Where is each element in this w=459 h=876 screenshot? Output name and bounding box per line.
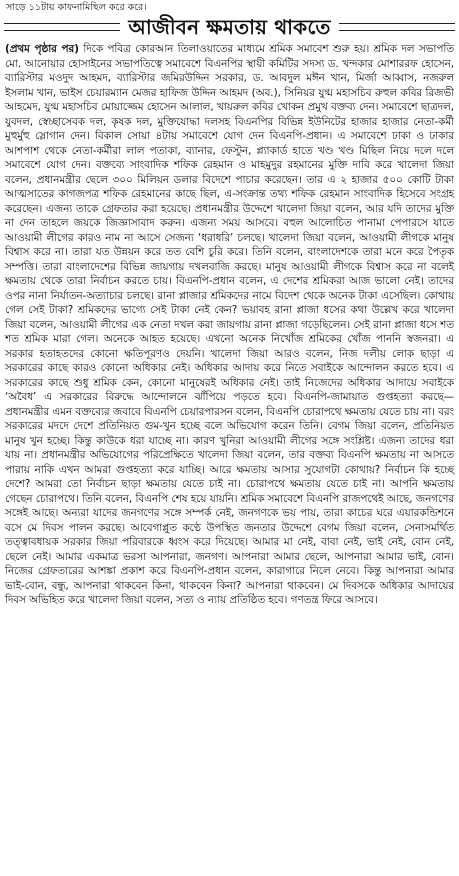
headline-rule-right [339,23,455,31]
article-text: দিকে পবিত্র কোরআন তিলাওয়াতের মাধ্যমে শ্রমিক সমাবেশ শুরু হয়। শ্রমিক দল সভাপতি মো. আনোয়ার হোসাইনের সভাপতিত্বে সমাবেশে বিএনপির স্থায়ী কমিটির সদস্য ড. খন্দকার মোশাররফ হোসেন, ব্যারিস্টার মওদুদ আহমদ, ব্যারিস্টার জমিরউদ্দিন সরকার, ড. আবদুল মঈন খান, মির্জা আব্বাস, নজরুল ইসলাম খান, ভাইস চেয়ারম্যান মেজর হাফিজ উদ্দিন আহমদ (অব.), সিনিয়র যুগ্ম মহাসচিব রুহুল কবির রিজভী আহমেদ, যুগ্ম মহাসচিব মোয়াজ্জেম হোসেন আলাল, খায়রুল কবির খোকন প্রমুখ বক্তব্য দেন। সমাবেশে ছাত্রদল, যুবদল, স্বেচ্ছাসেবক দল, কৃষক দল, মুক্তিযোদ্ধা দলসহ বিএনপির বিভিন্ন ইউনিটের হাজার হাজার নেতা-কর্মী মুহুর্মুহু স্লোগান দেন। বিকাল সোয়া ৪টায় সমাবেশে যোগ দেন বিএনপি-প্রধান। এ সমাবেশে ঢাকা ও ঢাকার আশপাশ থেকে নেতা-কর্মীরা লাল পতাকা, ব্যানার, ফেস্টুন, প্ল্যাকার্ড হাতে খণ্ড খণ্ড মিছিল নিয়ে দলে দলে সমাবেশে যোগ দেন। বক্তব্যে সাংবাদিক শফিক রেহমান ও মাহমুদুর রহমানের মুক্তি দাবি করে খালেদা জিয়া বলেন, প্রধানমন্ত্রীর ছেলে ৩০০ মিলিয়ন ডলার বিদেশে পাচার করেছেন। তার এ ২ হাজার ৫০০ কোটি টাকা আত্মসাতের কাগজপত্র শফিক রেহমানের কাছে ছিল, এ-সংক্রান্ত তথ্য শফিক রেহমান সাংবাদিক হিসেবে সংগ্রহ করেছেন। এজন্য তাকে গ্রেফতার করা হয়েছে। প্রধানমন্ত্রীর উদ্দেশে খালেদা জিয়া বলেন, আর যদি তাদের মুক্তি না দেন তাহলে জয়কে জিজ্ঞাসাবাদ করুন। এজন্য সময় আসবে। বহুল আলোচিত পানামা পেপারসে যাতে আওয়ামী লীগের কারও নাম না আসে সেজন্য ‘ধরাধরি’ চলছে। খালেদা জিয়া বলেন, আওয়ামী লীগকে মানুষ বিশ্বাস করে না। তারা যত উন্নয়ন করে তত বেশি চুরি করে। তিনি বলেন, বাংলাদেশকে তারা মনে করে পৈতৃক সম্পত্তি। তারা বাংলাদেশের বিভিন্ন জায়গায় দখলবাজি করছে। মানুষ আওয়ামী লীগকে বিশ্বাস করে না বলেই ক্ষমতায় থেকে তারা নির্বাচন করতে চায়। বিএনপি-প্রধান বলেন, এ দেশের শ্রমিকরা আজ ভালো নেই। তাদের ওপর নানা নির্যাতন-অত্যাচার চলছে। রানা প্লাজার শ্রমিকদের নামে বিদেশ থেকে অনেক টাকা এসেছিল। কোথায় গেল সেই টাকা? শ্রমিকদের ভাগ্যে সেই টাকা নেই কেন? ভয়াবহ রানা প্লাজা ধসের কথা উল্লেখ করে খালেদা জিয়া বলেন, আওয়ামী লীগের এক নেতা দখল করা জায়গায় রানা প্লাজা গড়েছিলেন। সেই রানা প্লাজা ধসে শত শত শ্রমিক মারা গেল। অনেকে আহত হয়েছে। এখনো অনেক নিখোঁজ শ্রমিকের খোঁজ পাননি স্বজনরা। এ সরকার হতাহতদের কোনো ক্ষতিপূরণও দেয়নি। খালেদা জিয়া আরও বলেন, নিজ দলীয় লোক ছাড়া এ সরকারের কাছে কারও কোনো অধিকার নেই। অধিকার আদায় করে নিতে সবাইকে আন্দোলন করতে হবে। এ সরকারের কাছে শুধু শ্রমিক কেন, কোনো মানুষেরই অধিকার নেই। তাই নিজেদের অধিকার আদায়ে সবাইকে ‘অবৈধ’ এ সরকারের বিরুদ্ধে আন্দোলনে ঝাঁপিয়ে পড়তে হবে। বিএনপি-জামায়াত গুপ্তহত্যা করছে— প্রধানমন্ত্রীর এমন বক্তব্যের জবাবে বিএনপি চেয়ারপারসন বলেন, বিএনপি চোরাপথে ক্ষমতায় যেতে চায় না। বরং সরকারের মদদে দেশে প্রতিনিয়ত গুম-খুন হচ্ছে বলে অভিযোগ করেন তিনি। বেগম জিয়া বলেন, প্রতিনিয়ত মানুষ খুন হচ্ছে। কিন্তু কাউকে ধরা যাচ্ছে না। কারণ খুনিরা আওয়ামী লীগের সঙ্গে সংশ্লিষ্ট। এজন্য তাদের ধরা যায় না। প্রধানমন্ত্রীর অভিযোগের পরিপ্রেক্ষিতে খালেদা জিয়া বলেন, তার বক্তব্য বিএনপি ক্ষমতায় না আসতে পারায় নাকি এখন আমরা গুপ্তহত্যা করে যাচ্ছি। আরে ক্ষমতায় আসার সুযোগটা কোথায়? নির্বাচন কি হচ্ছে দেশে? আমরা তো নির্বাচন ছাড়া ক্ষমতায় যেতে চাই না। চোরাপথে ক্ষমতায় যেতে চাই না। আপনি ক্ষমতায় গেছেন চোরাপথে। তিনি বলেন, বিএনপি শেষ হয়ে যায়নি। শ্রমিক সমাবেশে বিএনপি রাজপথেই আছে, জনগণের সঙ্গেই আছে। অন্যরা যাদের জনগণের সঙ্গে সম্পর্ক নেই, জনগণকে ভয় পায়, তারা কাচের ঘরে এয়ারকন্ডিশনে বসে মে দিবস পালন করছে। আবেগাপ্লুত কণ্ঠে উপস্থিত জনতার উদ্দেশে বেগম জিয়া বলেন, সেনাসমর্থিত তত্ত্বাবধায়ক সরকার জিয়া পরিবারকে ধ্বংস করে দিয়েছে। আমার মা নেই, বাবা নেই, ভাই নেই, বোন নেই, ছেলে নেই। আমার একমাত্র ভরসা আপনারা, জনগণ। আপনারা আমার ছেলে, আপনারা আমার ভাই, বোন। নিজের গ্রেফতারের আশঙ্কা প্রকাশ করে বিএনপি-প্রধান বলেন, কারাগারে নিলে নেবে। কিন্তু আপনারা আমার ভাই-বোন, বন্ধু, আপনারা থাকবেন কিনা, থাকবেন কিনা? আপনারা থাকবেন। মে দিবসকে অধিকার আদায়ের দিবস অভিহিত করে খালেদা জিয়া বলেন, সত্য ও ন্যায় প্রতিষ্ঠিত হবে। গণতন্ত্র ফিরে আসবে। [5,43,454,606]
article-body [4,42,455,608]
previous-article-ending: সাড়ে ১১টায় কাফনামিছিল করে করে। [6,2,147,13]
headline-block [4,15,455,39]
headline: আজীবন ক্ষমতায় থাকতে [128,15,331,39]
headline-rule-left [4,23,120,31]
continuation-label: (প্রথম পৃষ্ঠার পর) [5,43,79,55]
